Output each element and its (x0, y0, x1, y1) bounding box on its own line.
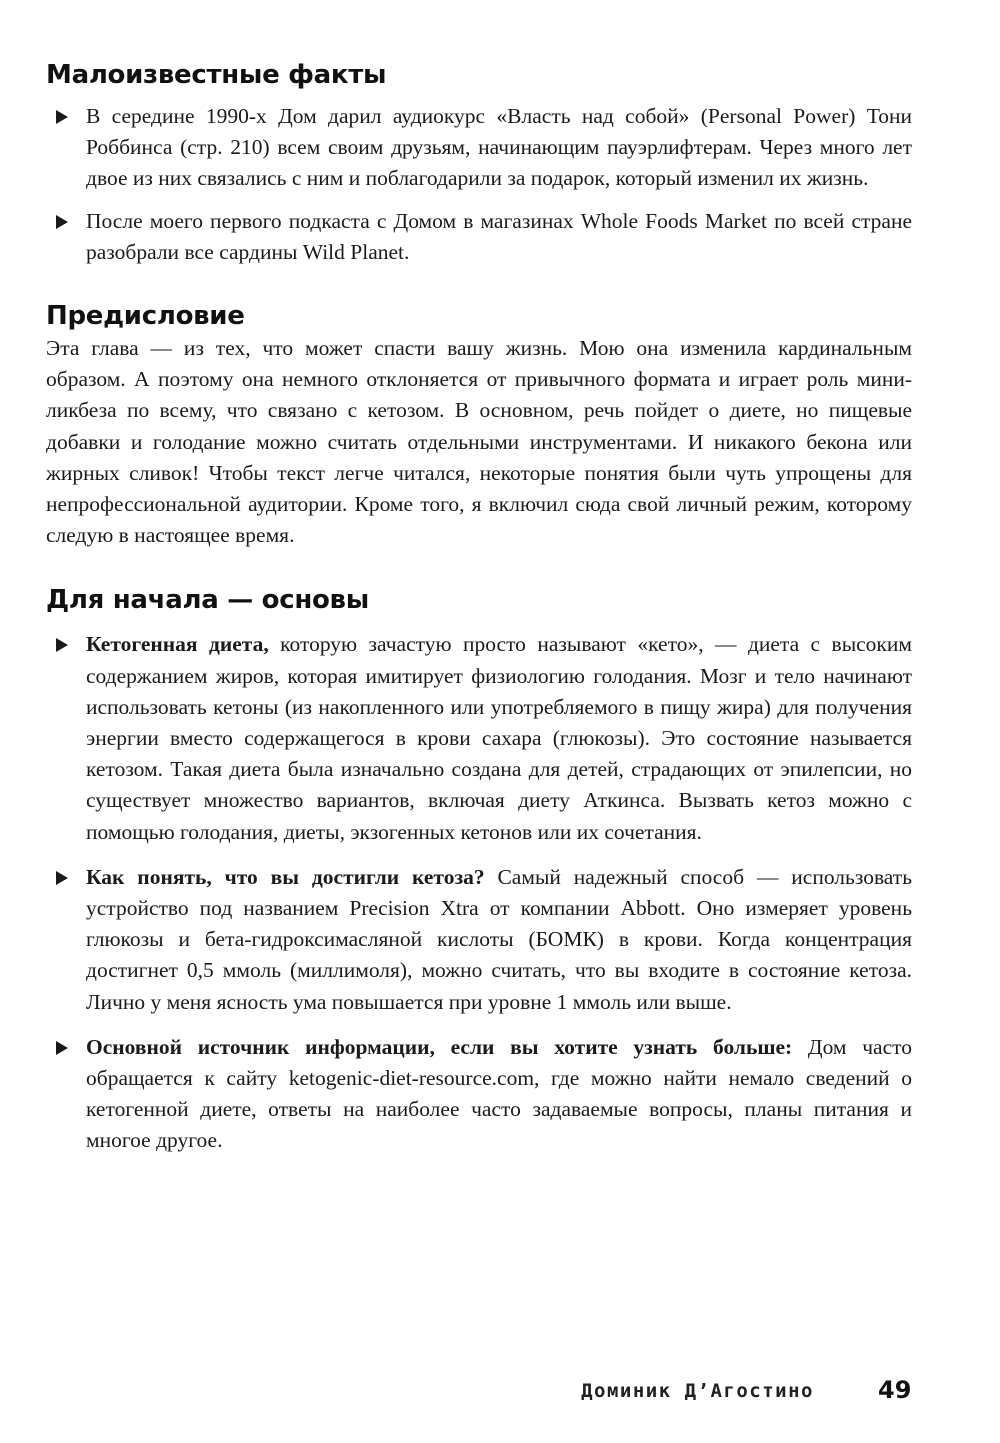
section-heading: Для начала — основы (46, 585, 369, 616)
preface-paragraph: Эта глава — из тех, что может спасти вашу жизнь. Мою она изменила кардинальным образом. А поэтому она немного отклоняется от привычного формата и играет роль мини-ликбеза по всему, что связано с кетозом. В основном, речь пойдет о диете, но пищевые добавки и голодание можно считать отдельными инструментами. И никакого бекона или жирных сливок! Чтобы текст легче читался, некоторые понятия были чуть упрощены для непрофессиональной аудитории. Кроме того, я включил сюда свой личный режим, которому следую в настоящее время. (46, 336, 912, 548)
list-item-lead: Как понять, что вы достигли кетоза? (86, 864, 485, 889)
section-heading: Предисловие (46, 301, 245, 332)
bullet-triangle-icon (56, 638, 68, 652)
list-item-text: которую зачастую просто называют «кето», — диета с высоким содержанием жиров, которая имитирует физиологию голодания. Мозг и тело начинают использовать кетоны (из накопленного или употребляемого в пищу жира) для получения энергии вместо содержащегося в крови сахара (глюкозы). Это состояние называется кетозом. Такая диета была изначально создана для детей, страдающих от эпилепсии, но существует множество вариантов, включая диету Аткинса. Вызвать кетоз можно с помощью голодания, диеты, экзогенных кетонов или их сочетания. (86, 632, 912, 844)
list-item-text: Дом часто обращается к сайту ketogenic-diet-resource.com, где можно найти немало сведений о кетогенной диете, ответы на наиболее часто задаваемые вопросы, планы питания и многое другое. (86, 1034, 913, 1153)
list-item (46, 206, 912, 268)
list-item-lead: Основной источник информации, если вы хотите узнать больше: (86, 1034, 793, 1059)
bullet-list (46, 101, 912, 268)
bullet-list (46, 629, 912, 1156)
section-basics (46, 583, 912, 1156)
list-item-text: Самый надежный способ — использовать устройство под названием Precision Xtra от компании Abbott. Оно измеряет уровень глюкозы и бета-гидроксимасляной кислоты (БОМК) в крови. Когда концентрация достигнет 0,5 ммоль (миллимоля), можно считать, что вы входите в состояние кетоза. Лично у меня ясность ума повышается при уровне 1 ммоль или выше. (86, 864, 912, 1014)
page-number: 49 (878, 1376, 912, 1404)
bullet-triangle-icon (56, 1041, 68, 1055)
section-heading: Малоизвестные факты (46, 60, 387, 90)
list-item (46, 101, 912, 195)
list-item-text: После моего первого подкаста с Домом в магазинах Whole Foods Market по всей стране разобрали все сардины Wild Planet. (86, 208, 912, 264)
list-item (46, 629, 912, 847)
running-footer-author: Доминик Д’Агостино (581, 1380, 814, 1402)
bullet-triangle-icon (56, 110, 68, 124)
page-footer (0, 1376, 1000, 1406)
section-preface (46, 299, 912, 551)
list-item-lead: Кетогенная диета, (86, 632, 269, 657)
page-content (46, 58, 912, 1157)
list-item (46, 862, 912, 1018)
list-item-text: В середине 1990-х Дом дарил аудиокурс «Власть над собой» (Personal Power) Тони Роббинса (стр. 210) всем своим друзьям, начинающим пауэрлифтерам. Через много лет двое из них связались с ним и поблагодарили за подарок, который изменил их жизнь. (86, 104, 912, 191)
bullet-triangle-icon (56, 215, 68, 229)
bullet-triangle-icon (56, 871, 68, 885)
section-little-known-facts (46, 58, 912, 268)
list-item (46, 1032, 912, 1157)
